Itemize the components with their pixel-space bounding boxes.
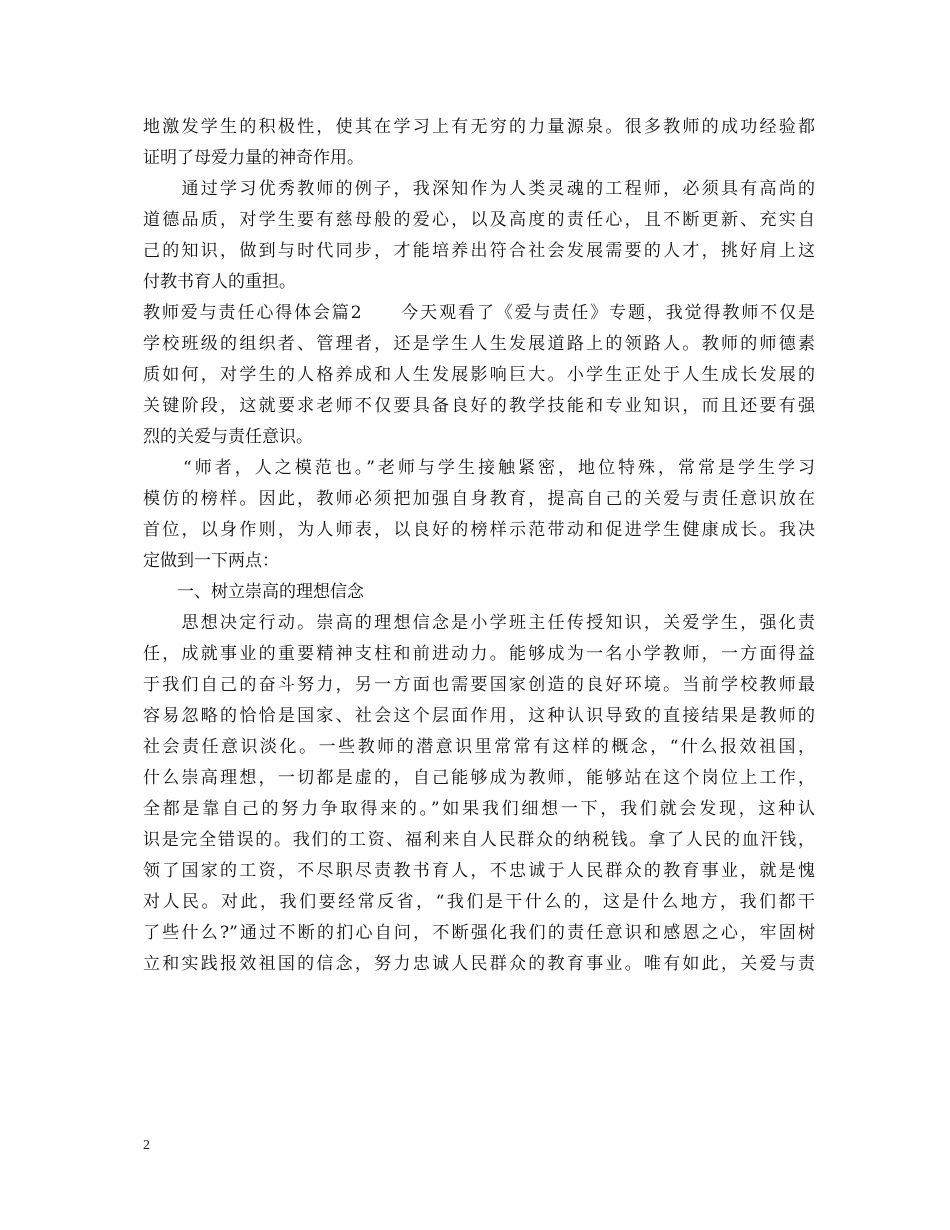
text-line: 质如何，对学生的人格养成和人生发展影响巨大。小学生正处于人生成长发展的 [143,365,815,385]
text-line: 学校班级的组织者、管理者，还是学生人生发展道路上的领路人。教师的师德素 [143,334,815,354]
text-line: 证明了母爱力量的神奇作用。 [143,148,364,168]
subheading-line: 一、树立崇高的理想信念 [143,582,364,602]
text-line: 首位，以身作则，为人师表，以良好的榜样示范带动和促进学生健康成长。我决 [143,520,815,540]
text-line: 己的知识，做到与时代同步，才能培养出符合社会发展需要的人才，挑好肩上这 [143,241,815,261]
text-line: 关键阶段，这就要求老师不仅要具备良好的教学技能和专业知识，而且还要有强 [143,396,815,416]
text-line: 通过学习优秀教师的例子，我深知作为人类灵魂的工程师，必须具有高尚的 [143,179,815,199]
text-line: 付教书育人的重担。 [143,272,296,292]
text-line: 模仿的榜样。因此，教师必须把加强自身教育，提高自己的关爱与责任意识放在 [143,489,815,509]
text-line: 识是完全错误的。我们的工资、福利来自人民群众的纳税钱。拿了人民的血汗钱， [143,830,815,850]
section-heading-line: 教师爱与责任心得体会篇2 今天观看了《爱与责任》专题，我觉得教师不仅是 [143,303,815,323]
text-line: 道德品质，对学生要有慈母般的爱心，以及高度的责任心，且不断更新、充实自 [143,210,815,230]
text-line: 容易忽略的恰恰是国家、社会这个层面作用，这种认识导致的直接结果是教师的 [143,706,815,726]
text-line: “师者，人之模范也。”老师与学生接触紧密，地位特殊，常常是学生学习 [143,458,815,478]
text-line: 地激发学生的积极性，使其在学习上有无穷的力量源泉。很多教师的成功经验都 [143,117,815,137]
document-body [143,112,815,980]
text-line: 了些什么?”通过不断的扪心自问，不断强化我们的责任意识和感恩之心，牢固树 [143,923,815,943]
text-line: 全都是靠自己的努力争取得来的。”如果我们细想一下，我们就会发现，这种认 [143,799,815,819]
text-line: 立和实践报效祖国的信念，努力忠诚人民群众的教育事业。唯有如此，关爱与责 [143,954,815,974]
text-line: 对人民。对此，我们要经常反省，“我们是干什么的，这是什么地方，我们都干 [143,892,815,912]
text-line: 于我们自己的奋斗努力，另一方面也需要国家创造的良好环境。当前学校教师最 [143,675,815,695]
text-line: 领了国家的工资，不尽职尽责教书育人，不忠诚于人民群众的教育事业，就是愧 [143,861,815,881]
text-line: 烈的关爱与责任意识。 [143,427,313,447]
text-line: 什么崇高理想，一切都是虚的，自己能够成为教师，能够站在这个岗位上工作， [143,768,815,788]
text-line: 社会责任意识淡化。一些教师的潜意识里常常有这样的概念，“什么报效祖国， [143,737,815,757]
text-line: 定做到一下两点： [143,551,279,571]
text-line: 思想决定行动。崇高的理想信念是小学班主任传授知识，关爱学生，强化责 [143,613,815,633]
page-number: 2 [143,1138,150,1153]
text-line: 任，成就事业的重要精神支柱和前进动力。能够成为一名小学教师，一方面得益 [143,644,815,664]
